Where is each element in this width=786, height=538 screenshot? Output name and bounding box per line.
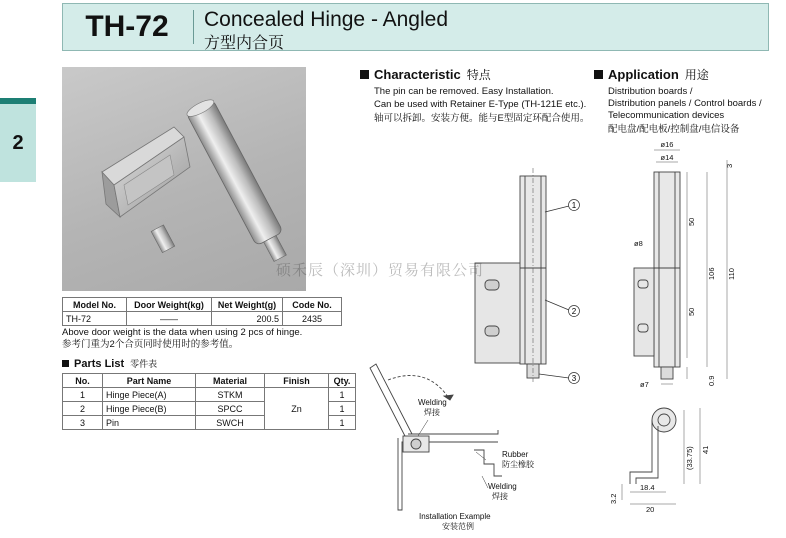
watermark-text: 硕禾辰（深圳）贸易有限公司	[276, 262, 485, 279]
parts-cell-no: 1	[63, 388, 103, 402]
application-heading-zh: 用途	[684, 68, 709, 82]
product-code: TH-72	[85, 10, 169, 43]
spec-header-net-weight: Net Weight(g)	[212, 298, 283, 312]
dim-dia-7: ø7	[640, 380, 649, 389]
parts-header-name: Part Name	[103, 374, 196, 388]
dim-dia-16: ø16	[660, 140, 674, 149]
dim-0-9: 0.9	[707, 375, 716, 386]
parts-header-no: No.	[63, 374, 103, 388]
parts-cell-no: 2	[63, 402, 103, 416]
application-heading	[594, 66, 709, 83]
parts-cell-name: Pin	[103, 416, 196, 430]
characteristic-line-2: Can be used with Retainer E-Type (TH-121E etc.).	[374, 99, 587, 110]
dim-18-4: 18.4	[640, 483, 655, 492]
parts-cell-material: STKM	[196, 388, 265, 402]
callout-1: 1	[571, 201, 577, 210]
characteristic-line-1: The pin can be removed. Easy Installation.	[374, 86, 554, 97]
spec-table-header-row	[63, 298, 342, 312]
application-line-3: Telecommunication devices	[608, 110, 725, 121]
parts-table-header-row	[63, 374, 356, 388]
parts-header-qty: Qty.	[329, 374, 356, 388]
spec-cell-model: TH-72	[63, 312, 127, 326]
dim-3: 3	[725, 163, 734, 168]
square-bullet-icon	[360, 70, 369, 79]
product-title-en: Concealed Hinge - Angled	[204, 8, 449, 31]
label-welding-bottom: Welding	[488, 482, 517, 491]
parts-cell-qty: 1	[329, 402, 356, 416]
parts-cell-material: SWCH	[196, 416, 265, 430]
square-bullet-icon	[62, 360, 69, 367]
application-line-4: 配电盘/配电板/控制盘/电信设备	[608, 124, 740, 135]
parts-table	[62, 373, 356, 430]
dim-106: 106	[707, 267, 716, 280]
dim-50-lower: 50	[687, 307, 696, 316]
header-divider	[193, 10, 194, 44]
application-heading-en: Application	[608, 67, 679, 82]
header-banner	[62, 3, 769, 51]
spec-header-code: Code No.	[283, 298, 342, 312]
table-row	[63, 388, 356, 402]
parts-cell-name: Hinge Piece(A)	[103, 388, 196, 402]
spec-note-zh: 参考门重为2个合页同时使用时的参考值。	[62, 339, 239, 350]
parts-header-material: Material	[196, 374, 265, 388]
installation-example-drawing	[358, 360, 538, 530]
hinge-photo-illustration	[62, 67, 306, 291]
product-title-zh: 方型内合页	[204, 35, 285, 52]
callout-3: 3	[571, 374, 577, 383]
label-rubber: Rubber	[502, 450, 529, 459]
side-view-drawing	[612, 138, 762, 398]
parts-list-heading	[62, 357, 157, 370]
label-welding-top-zh: 焊接	[424, 408, 440, 417]
dim-20: 20	[646, 505, 655, 514]
installation-caption-zh: 安装范例	[442, 522, 474, 531]
spec-cell-net-weight: 200.5	[212, 312, 283, 326]
characteristic-heading-en: Characteristic	[374, 67, 461, 82]
characteristic-line-3: 轴可以拆卸。安装方便。能与E型固定环配合使用。	[374, 113, 590, 124]
parts-cell-finish: Zn	[265, 388, 329, 430]
dim-110: 110	[727, 268, 736, 280]
spec-header-door-weight: Door Weight(kg)	[127, 298, 212, 312]
parts-cell-name: Hinge Piece(B)	[103, 402, 196, 416]
dim-33-75: (33.75)	[685, 446, 694, 470]
parts-header-finish: Finish	[265, 374, 329, 388]
spec-cell-code: 2435	[283, 312, 342, 326]
spec-table	[62, 297, 342, 326]
square-bullet-icon	[594, 70, 603, 79]
top-view-drawing	[600, 400, 720, 530]
installation-caption-en: Installation Example	[419, 512, 491, 521]
characteristic-heading	[360, 66, 491, 83]
table-row	[63, 312, 342, 326]
parts-list-heading-zh: 零件表	[130, 359, 158, 369]
spec-header-model: Model No.	[63, 298, 127, 312]
parts-cell-no: 3	[63, 416, 103, 430]
callout-2: 2	[571, 307, 577, 316]
dim-3-2: 3.2	[609, 493, 618, 504]
spec-note-en: Above door weight is the data when using 2 pcs of hinge.	[62, 327, 303, 338]
dim-dia-8: ø8	[634, 239, 643, 248]
application-line-1: Distribution boards /	[608, 86, 693, 97]
parts-cell-material: SPCC	[196, 402, 265, 416]
dim-50-upper: 50	[687, 217, 696, 226]
application-line-2: Distribution panels / Control boards /	[608, 98, 762, 109]
parts-cell-qty: 1	[329, 416, 356, 430]
dim-41: 41	[701, 445, 710, 454]
parts-cell-qty: 1	[329, 388, 356, 402]
spec-cell-door-weight: ——	[127, 312, 212, 326]
label-welding-bottom-zh: 焊接	[492, 492, 508, 501]
dim-dia-14: ø14	[660, 153, 674, 162]
parts-list-heading-en: Parts List	[74, 358, 125, 370]
label-welding-top: Welding	[418, 398, 447, 407]
characteristic-heading-zh: 特点	[466, 68, 491, 82]
product-photo	[62, 67, 306, 291]
side-tab-number: 2	[0, 104, 36, 182]
label-rubber-zh: 防尘橡胶	[502, 460, 534, 469]
